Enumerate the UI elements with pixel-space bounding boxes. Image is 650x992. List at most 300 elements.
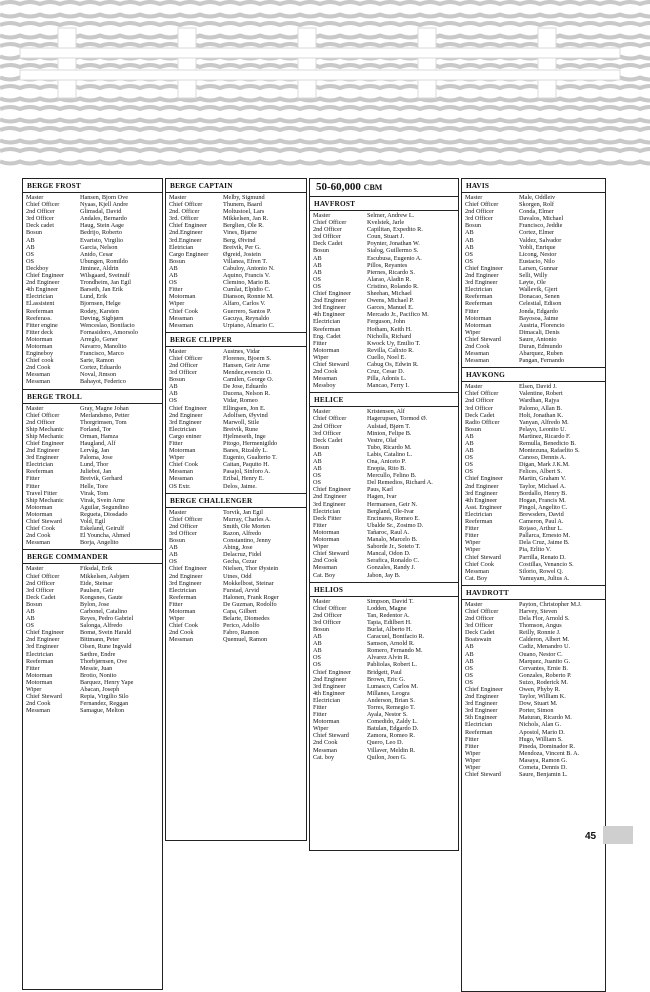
crew-row bbox=[462, 729, 605, 736]
crew-rank: AB bbox=[26, 615, 35, 623]
crew-row bbox=[310, 340, 458, 347]
crew-row bbox=[166, 383, 306, 390]
crew-rank: Messman bbox=[169, 314, 193, 322]
crew-rank: Bosun bbox=[169, 257, 185, 265]
crew-name: Salonga, Alfredo bbox=[80, 622, 123, 630]
crew-name: Escubusa, Eugenio A. bbox=[367, 254, 422, 262]
crew-rank: 2nd Officer bbox=[313, 422, 342, 430]
crew-name: Fernandez, Reggan bbox=[80, 700, 129, 708]
crew-rank: Reeferman bbox=[313, 325, 341, 333]
crew-row bbox=[310, 747, 458, 754]
crew-name: Taylor, Michael A. bbox=[519, 482, 566, 490]
crew-name: Dianson, Ronnie M. bbox=[223, 293, 274, 301]
crew-name: Mokkelbost, Steinar bbox=[223, 579, 274, 587]
crew-rank: Wiper bbox=[169, 454, 185, 462]
crew-rank: 2nd Engineer bbox=[169, 411, 203, 419]
crew-rank: OS bbox=[169, 397, 177, 405]
crew-rank: Chief Officer bbox=[465, 390, 499, 398]
crew-row bbox=[23, 679, 162, 686]
crew-rank: Motorman bbox=[313, 536, 340, 544]
crew-row bbox=[23, 665, 162, 672]
crew-rank: 3rd Engineer bbox=[313, 304, 346, 312]
crew-row bbox=[23, 594, 162, 601]
crew-row bbox=[462, 483, 605, 490]
crew-rank: Cargo eniner bbox=[169, 432, 202, 440]
column-2 bbox=[165, 178, 307, 841]
crew-name: Mendoza, Vincent B. A. bbox=[519, 749, 580, 757]
crew-rank: Messman bbox=[169, 475, 193, 483]
crew-row bbox=[462, 546, 605, 553]
crew-row bbox=[462, 405, 605, 412]
crew-rank: Motorman bbox=[26, 342, 53, 350]
crew-row bbox=[23, 336, 162, 343]
crew-rank: AB bbox=[169, 264, 178, 272]
crew-list bbox=[310, 211, 458, 392]
crew-row bbox=[166, 629, 306, 636]
crew-name: Eide, Steinar bbox=[80, 579, 113, 587]
crew-row bbox=[23, 608, 162, 615]
ship-name: HAVKONG bbox=[462, 368, 605, 382]
crew-rank: Cargo Engineer bbox=[169, 250, 209, 258]
crew-name: Virak, Svein Arne bbox=[80, 496, 125, 504]
crew-row bbox=[23, 364, 162, 371]
crew-row bbox=[23, 229, 162, 236]
crew-row bbox=[310, 690, 458, 697]
crew-rank: Bosun bbox=[26, 600, 42, 608]
crew-name: Zamora, Romeo R. bbox=[367, 732, 415, 740]
crew-row bbox=[23, 658, 162, 665]
crew-name: Tubo, Ricardo M. bbox=[367, 443, 412, 451]
crew-row bbox=[310, 718, 458, 725]
crew-rank: Reeferman bbox=[169, 593, 197, 601]
crew-name: Martin, Graham V. bbox=[519, 475, 566, 483]
crew-rank: Messman bbox=[313, 746, 337, 754]
crew-name: Dela Flor, Arnold S. bbox=[519, 615, 570, 623]
crew-row bbox=[166, 201, 306, 208]
crew-rank: Chief Engineer bbox=[26, 272, 65, 280]
ship-name: HAVFROST bbox=[310, 197, 458, 211]
ship-name: BERGE COMMANDER bbox=[23, 550, 162, 564]
crew-row bbox=[166, 222, 306, 229]
crew-name: Burlat, Alberto H. bbox=[367, 625, 413, 633]
crew-row bbox=[310, 240, 458, 247]
crew-rank: Chief Officer bbox=[26, 201, 60, 209]
crew-rank: Chief Cook bbox=[26, 525, 55, 533]
crew-rank: 3rd Officer bbox=[313, 429, 341, 437]
crew-rank: Messman bbox=[465, 357, 489, 365]
crew-list bbox=[166, 347, 306, 493]
crew-rank: 2nd Officer bbox=[169, 361, 198, 369]
crew-row bbox=[166, 362, 306, 369]
crew-name: Samague, Melton bbox=[80, 707, 125, 715]
crew-name: Quemuel, Ramon bbox=[223, 636, 268, 644]
crew-rank: Wiper bbox=[465, 546, 481, 554]
crew-row bbox=[23, 525, 162, 532]
crew-rank: Motorman bbox=[313, 528, 340, 536]
crew-row bbox=[23, 573, 162, 580]
crew-row bbox=[310, 368, 458, 375]
crew-rank: AB bbox=[26, 243, 35, 251]
crew-rank: Chief Steward bbox=[313, 732, 349, 740]
crew-row bbox=[166, 551, 306, 558]
crew-name: Alarao, Aladin R. bbox=[367, 275, 412, 283]
ship-name: HAVIS bbox=[462, 179, 605, 193]
crew-rank: Chief Officer bbox=[313, 604, 347, 612]
crew-name: Nichols, Alan G. bbox=[519, 721, 562, 729]
crew-name: Quero, Leo D. bbox=[367, 739, 404, 747]
crew-row bbox=[23, 286, 162, 293]
crew-rank: Cat. boy bbox=[313, 753, 335, 761]
crew-rank: Chief Steward bbox=[465, 335, 501, 343]
crew-rank: Wiper bbox=[313, 353, 329, 361]
crew-name: Mancal, Odon D. bbox=[367, 550, 411, 558]
crew-name: Navarro, Manolito bbox=[80, 342, 127, 350]
crew-name: Aguilar, Segundino bbox=[80, 503, 129, 511]
crew-row bbox=[166, 461, 306, 468]
crew-name: Lodden, Magne bbox=[367, 604, 407, 612]
crew-rank: Motorman bbox=[26, 678, 53, 686]
wave-line bbox=[0, 120, 650, 122]
crew-rank: OS bbox=[169, 558, 177, 566]
wave-line bbox=[0, 15, 650, 17]
crew-name: Mikkelsen, Jan R. bbox=[223, 215, 269, 223]
crew-row bbox=[23, 490, 162, 497]
crew-name: De Jose, Eduardo bbox=[223, 383, 267, 391]
crew-rank: Master bbox=[26, 565, 44, 573]
crew-rank: 3rd Engineer bbox=[169, 418, 202, 426]
crew-rank: Fitter bbox=[465, 532, 479, 540]
crew-row bbox=[462, 554, 605, 561]
crew-row bbox=[310, 661, 458, 668]
crew-name: Merlandsmo, Petter bbox=[80, 411, 130, 419]
crew-row bbox=[166, 229, 306, 236]
crew-row bbox=[310, 683, 458, 690]
crew-rank: Chief Steward bbox=[465, 553, 501, 561]
crew-row bbox=[166, 348, 306, 355]
crew-name: Austnes, Vidar bbox=[223, 347, 261, 355]
crew-row bbox=[23, 497, 162, 504]
crew-name: Holt, Jonathan K. bbox=[519, 411, 564, 419]
crew-rank: Electrician bbox=[169, 425, 197, 433]
crew-rank: Messman bbox=[313, 375, 337, 383]
crew-row bbox=[462, 412, 605, 419]
crew-row bbox=[310, 430, 458, 437]
crew-rank: Bosun bbox=[26, 229, 42, 237]
crew-name: Hansen, Bjorn Ove bbox=[80, 194, 129, 201]
crew-name: Repia, Virgilio Silo bbox=[80, 693, 129, 701]
crew-name: Pilla, Adonis L. bbox=[367, 375, 407, 383]
crew-row bbox=[23, 251, 162, 258]
crew-name: Adolfsen, Øyvind bbox=[223, 411, 268, 419]
crew-name: Clemino, Mario B. bbox=[223, 279, 271, 287]
crew-name: Noval, Jimson bbox=[80, 371, 117, 379]
ship-block bbox=[23, 549, 162, 717]
crew-name: Cabug Os, Edwin R. bbox=[367, 360, 419, 368]
crew-name: Davalos, Michael bbox=[519, 215, 564, 223]
crew-rank: Master bbox=[26, 404, 44, 412]
crew-name: Nielsen, Thor Øystein bbox=[223, 565, 279, 573]
crew-rank: 3rd Engineer bbox=[313, 682, 346, 690]
crew-name: Eustacio, Nilo bbox=[519, 257, 555, 265]
crew-row bbox=[462, 475, 605, 482]
crew-rank: Wiper bbox=[465, 764, 481, 772]
crew-row bbox=[310, 472, 458, 479]
crew-rank: OS bbox=[465, 257, 473, 265]
crew-rank: OS bbox=[26, 257, 34, 265]
crew-name: Saborde Jr., Soteto T. bbox=[367, 543, 421, 551]
crew-row bbox=[462, 497, 605, 504]
crew-name: Maturan, Ricardo M. bbox=[519, 714, 572, 722]
crew-name: Costillas, Venancio S. bbox=[519, 560, 574, 568]
crew-rank: 2nd Cook bbox=[26, 700, 51, 708]
crew-row bbox=[23, 279, 162, 286]
crew-row bbox=[310, 354, 458, 361]
crew-rank: Electrician bbox=[313, 696, 341, 704]
crew-row bbox=[23, 405, 162, 412]
ship-name: BERGE CLIPPER bbox=[166, 333, 306, 347]
crew-name: Eugenio, Gualterio T. bbox=[223, 454, 277, 462]
crew-name: Mikkelsen, Asbjørn bbox=[80, 572, 130, 580]
crew-name: Anderson, Brian S. bbox=[367, 696, 415, 704]
crew-rank: Master bbox=[465, 600, 483, 608]
crew-row bbox=[166, 433, 306, 440]
crew-row bbox=[462, 518, 605, 525]
crew-row bbox=[166, 208, 306, 215]
crew-name: Smith, Ole Morten bbox=[223, 522, 271, 530]
crew-rank: 3rd.Engineer bbox=[169, 236, 202, 244]
crew-name: Yobli, Enrique bbox=[519, 243, 556, 251]
crew-rank: Messman bbox=[465, 567, 489, 575]
crew-name: Constantino, Jenny bbox=[223, 537, 271, 545]
crew-row bbox=[166, 258, 306, 265]
crew-row bbox=[166, 322, 306, 329]
crew-name: Wardhan, Rajya bbox=[519, 397, 560, 405]
crew-rank: Master bbox=[26, 194, 44, 201]
tonnage-heading: 50-60,000 CBM bbox=[310, 179, 458, 197]
crew-name: Poynter, Jonathan W. bbox=[367, 240, 420, 248]
crew-name: Ferguson, John bbox=[367, 318, 406, 326]
crew-name: Thorbjørnsen, Ove bbox=[80, 657, 128, 665]
crew-row bbox=[462, 532, 605, 539]
crew-rank: Reeferman bbox=[465, 728, 493, 736]
crew-row bbox=[310, 458, 458, 465]
crew-row bbox=[166, 523, 306, 530]
crew-rank: 2nd.Engineer bbox=[169, 229, 203, 237]
crew-rank: Reeferass. bbox=[26, 314, 52, 322]
crew-list bbox=[23, 404, 162, 550]
crew-name: Cruz, Cesar D. bbox=[367, 368, 405, 376]
crew-row bbox=[462, 265, 605, 272]
crew-list bbox=[462, 600, 605, 781]
crew-name: Pasajol, Sinforo A. bbox=[223, 468, 271, 476]
crew-name: Barseth, Jan Erik bbox=[80, 286, 123, 294]
crew-rank: 2nd Engineer bbox=[313, 675, 347, 683]
crew-name: Alvarez Alvin R. bbox=[367, 654, 410, 662]
crew-rank: 4th Engineer bbox=[26, 286, 59, 294]
crew-row bbox=[23, 693, 162, 700]
crew-rank: Eletrician bbox=[169, 243, 194, 251]
crew-name: Ubalde Sr., Zosimo D. bbox=[367, 521, 424, 529]
crew-rank: Fitter bbox=[313, 711, 327, 719]
crew-rank: Master bbox=[465, 194, 483, 201]
crew-rank: Chief Engineer bbox=[465, 475, 504, 483]
crew-rank: Chief Officer bbox=[465, 607, 499, 615]
crew-rank: Fitter bbox=[26, 475, 40, 483]
crew-row bbox=[462, 629, 605, 636]
crew-rank: 2nd Cook bbox=[26, 364, 51, 372]
crew-row bbox=[310, 297, 458, 304]
crew-name: Selli, Willy bbox=[519, 272, 548, 280]
crew-name: Ona, Aniceto P. bbox=[367, 458, 406, 465]
crew-row bbox=[462, 293, 605, 300]
crew-rank: 3rd Officer bbox=[26, 586, 54, 594]
crew-name: Kvelstek, Jarle bbox=[367, 219, 405, 227]
crew-name: Ouano, Nestor C. bbox=[519, 650, 563, 658]
crew-row bbox=[462, 636, 605, 643]
crew-row bbox=[23, 308, 162, 315]
crew-name: Bittmann, Peter bbox=[80, 636, 120, 644]
crew-name: Torvik, Jan Egil bbox=[223, 508, 264, 516]
crew-row bbox=[166, 315, 306, 322]
crew-row bbox=[462, 350, 605, 357]
crew-rank: Motorman bbox=[465, 321, 492, 329]
crew-name: Moltustoel, Lars bbox=[223, 208, 265, 216]
crew-row bbox=[23, 194, 162, 201]
crew-name: Reilly, Ronnie J. bbox=[519, 629, 561, 637]
crew-row bbox=[462, 672, 605, 679]
crew-row bbox=[462, 539, 605, 546]
crew-name: Marwoll, Stile bbox=[223, 418, 260, 426]
crew-name: Gonzales, Randy J. bbox=[367, 564, 416, 572]
crew-rank: Chief Steward bbox=[465, 771, 501, 779]
crew-rank: AB bbox=[465, 440, 474, 447]
crew-rank: 2nd Officer bbox=[169, 522, 198, 530]
crew-row bbox=[310, 669, 458, 676]
crew-rank: 2nd. Officer bbox=[169, 208, 200, 216]
crew-row bbox=[23, 258, 162, 265]
crew-name: Bridgett, Paul bbox=[367, 668, 402, 676]
crew-row bbox=[462, 686, 605, 693]
ship-block bbox=[23, 389, 162, 550]
crew-name: Camilen, George O. bbox=[223, 376, 274, 384]
crew-row bbox=[166, 440, 306, 447]
wave-line bbox=[0, 162, 650, 164]
crew-rank: 3rd Officer bbox=[313, 233, 341, 241]
crew-name: Pabliolas, Robert L. bbox=[367, 661, 417, 669]
crew-name: Cortez, Elmer bbox=[519, 229, 555, 237]
crew-row bbox=[166, 308, 306, 315]
crew-row bbox=[310, 543, 458, 550]
crew-rank: Deck Fitter bbox=[313, 514, 342, 522]
crew-rank: 2nd Officer bbox=[26, 418, 55, 426]
crew-name: Bayosoa, Jaime bbox=[519, 314, 559, 322]
crew-row bbox=[310, 382, 458, 389]
crew-rank: Chief Engineer bbox=[26, 629, 65, 637]
crew-rank: 3rd Engineer bbox=[169, 579, 202, 587]
crew-name: Kongsnes, Gaute bbox=[80, 593, 123, 601]
crew-rank: Chief Steward bbox=[26, 693, 62, 701]
crew-name: Pineda, Dominador R. bbox=[519, 742, 575, 750]
crew-row bbox=[166, 272, 306, 279]
wave-line bbox=[0, 149, 650, 151]
crew-name: Vestre, Olaf bbox=[367, 436, 397, 444]
crew-rank: 2nd Engineer bbox=[26, 447, 60, 455]
crew-row bbox=[166, 601, 306, 608]
crew-name: Gecha, Cezar bbox=[223, 558, 257, 566]
crew-rank: Motorman bbox=[313, 346, 340, 354]
crew-rank: Reeferman bbox=[26, 657, 54, 665]
crew-name: Calderon, Albert M. bbox=[519, 636, 570, 644]
crew-rank: Fitter bbox=[465, 307, 479, 315]
crew-row bbox=[166, 509, 306, 516]
crew-row bbox=[166, 530, 306, 537]
crew-name: Skorgen, Rolf bbox=[519, 201, 554, 209]
crew-row bbox=[462, 643, 605, 650]
crew-name: Wenceslao, Bonifacio bbox=[80, 321, 135, 329]
crew-rank: Cat. Boy bbox=[313, 571, 336, 579]
ship-block bbox=[462, 585, 605, 781]
column-1 bbox=[22, 178, 163, 990]
crew-row bbox=[166, 405, 306, 412]
crew-rank: Chief Engineer bbox=[313, 668, 352, 676]
crew-rank: Wiper bbox=[169, 300, 185, 308]
crew-list bbox=[166, 508, 306, 647]
crew-name: Yanyan, Alfredo M. bbox=[519, 418, 569, 426]
crew-name: Paus, Karl bbox=[367, 486, 394, 494]
crew-rank: 2nd Engineer bbox=[465, 272, 499, 280]
crew-name: Delos, Jaime. bbox=[223, 482, 257, 490]
ship-block bbox=[23, 179, 162, 389]
crew-rank: AB bbox=[313, 254, 322, 262]
crew-name: Sarte, Ramon bbox=[80, 357, 115, 365]
crew-name: Bergland, Ole-Ivar bbox=[367, 507, 415, 515]
crew-name: Breivik, Per G. bbox=[223, 243, 261, 251]
crew-rank: Wiper bbox=[465, 539, 481, 547]
crew-rank: Chief Engineer bbox=[26, 440, 65, 447]
crew-row bbox=[310, 704, 458, 711]
crew-name: Gonzales, Roberto P. bbox=[519, 671, 572, 679]
crew-name: Berg, Øivind bbox=[223, 236, 256, 244]
crew-name: Millanes, Leogra bbox=[367, 689, 410, 697]
crew-list bbox=[310, 597, 458, 764]
crew-name: Hotham, Keith H. bbox=[367, 325, 412, 333]
crew-name: Andales, Bernardo bbox=[80, 215, 127, 223]
crew-name: Razon, Alfredo bbox=[223, 529, 262, 537]
crew-name: Serafica, Ronaldo C. bbox=[367, 557, 420, 565]
crew-rank: Motorman bbox=[26, 510, 53, 518]
crew-row bbox=[310, 725, 458, 732]
crew-row bbox=[462, 322, 605, 329]
crew-rank: Chief Engineer bbox=[169, 404, 208, 412]
crew-name: Ayala, Nestor S. bbox=[367, 711, 408, 719]
wave-line bbox=[0, 2, 650, 4]
crew-rank: Electrician bbox=[313, 507, 341, 515]
crew-rank: Motorman bbox=[26, 503, 53, 511]
crew-name: Batulan, Edgardo D. bbox=[367, 725, 419, 733]
crew-name: Barquez, Henry Yape bbox=[80, 678, 134, 686]
crew-rank: OS bbox=[465, 250, 473, 258]
crew-row bbox=[462, 757, 605, 764]
crew-name: Brotio, Nonito bbox=[80, 671, 117, 679]
crew-row bbox=[23, 636, 162, 643]
crew-rank: Chief Steward bbox=[313, 550, 349, 558]
ship-block bbox=[462, 179, 605, 367]
crew-row bbox=[166, 516, 306, 523]
crew-name: Hjelmeseth, Inge bbox=[223, 432, 266, 440]
crew-row bbox=[310, 347, 458, 354]
crew-rank: OS bbox=[465, 671, 473, 679]
crew-name: Julieboi, Jan bbox=[80, 468, 112, 476]
